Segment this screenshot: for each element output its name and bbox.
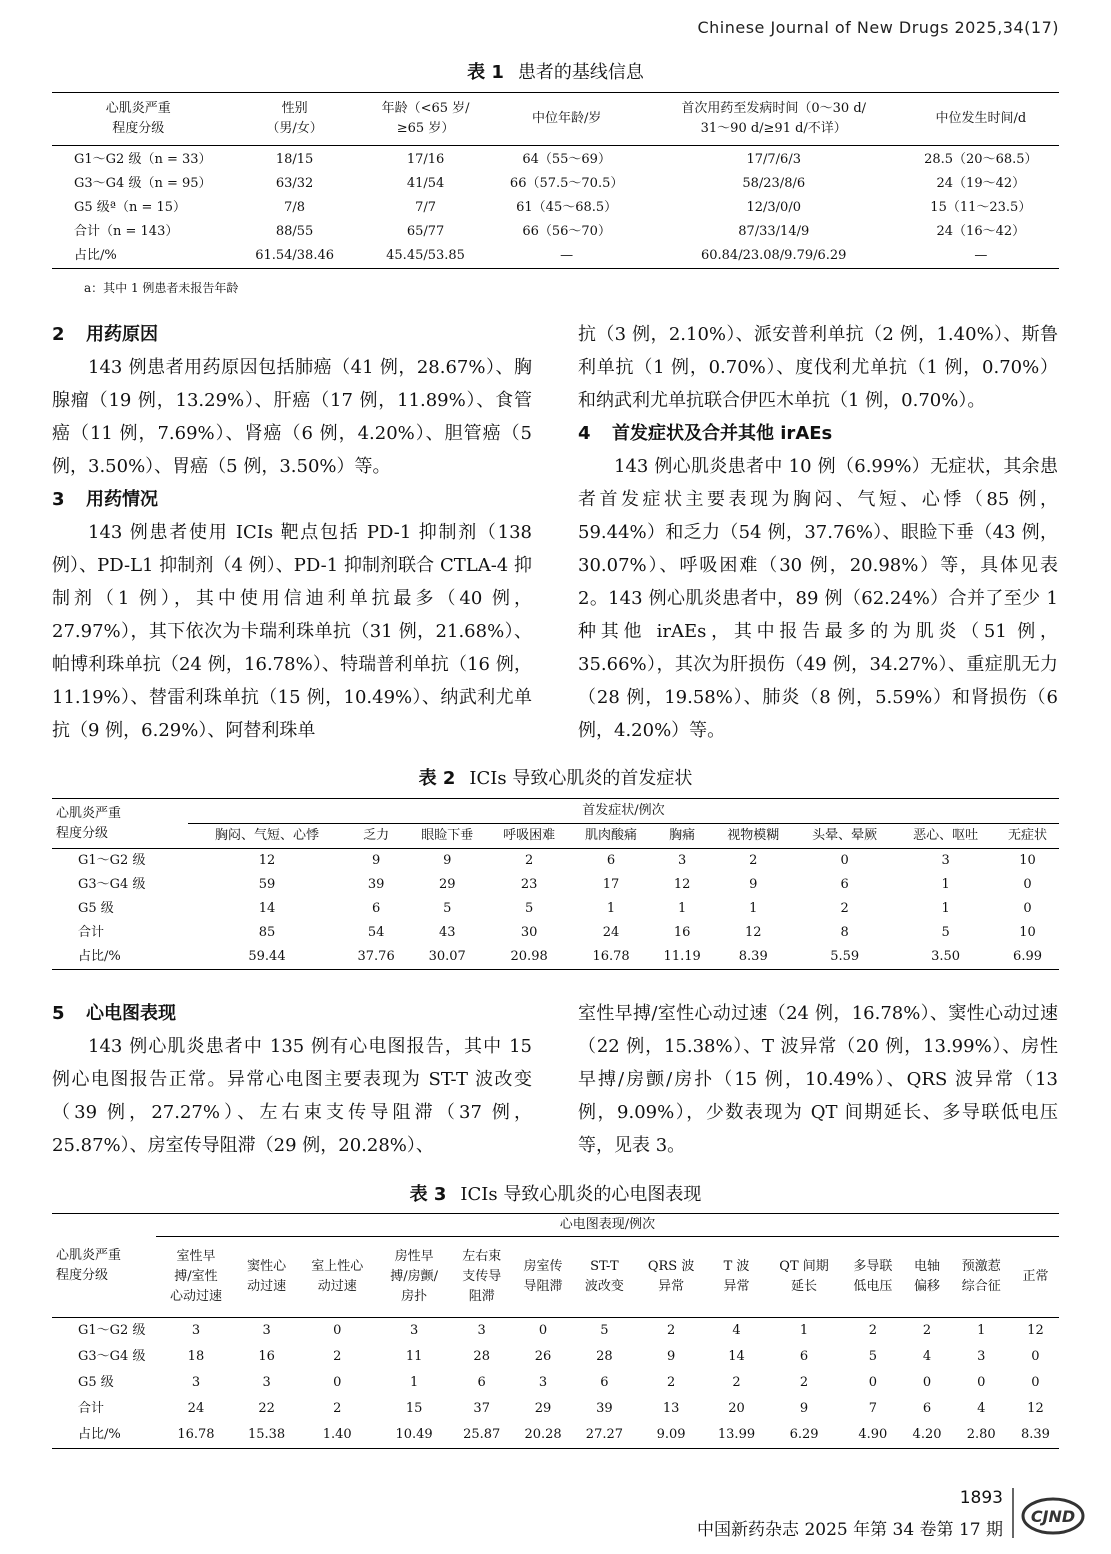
- table-cell: 12: [673, 877, 691, 892]
- table-cell: 6: [799, 1349, 809, 1364]
- row-label: 合计（n = 143）: [74, 224, 179, 239]
- table1: [52, 92, 1059, 269]
- table-cell: 3: [262, 1323, 271, 1338]
- table-cell: 5: [868, 1349, 877, 1364]
- section3-continuation: 抗（3 例，2.10%）、派安普利单抗（2 例，1.40%）、斯鲁利单抗（1 例，0.70%）、度伐利尤单抗（1 例，0.70%）和纳武利尤单抗联合伊匹木单抗（1 例，0.70%）。: [578, 324, 1058, 411]
- table1-footnote: a：其中 1 例患者未报告年龄: [84, 281, 239, 295]
- table-cell: 24（16～42）: [936, 224, 1026, 239]
- table1-header-median-age: 中位年龄/岁: [488, 93, 644, 146]
- journal-footer: 中国新药杂志 2025 年第 34 卷第 17 期: [697, 1520, 1003, 1540]
- table3-caption: [0, 1180, 1111, 1206]
- table-cell: 0: [333, 1375, 342, 1390]
- table2-column-header: 乏力: [346, 824, 406, 849]
- table-cell: 6: [840, 877, 849, 892]
- table2-label: 表 2: [418, 768, 456, 789]
- table-cell: 9: [371, 853, 381, 868]
- table-cell: 88/55: [275, 224, 314, 239]
- section5-heading: 5 心电图表现: [52, 1003, 176, 1024]
- table-cell: 2: [333, 1401, 342, 1416]
- table2-column-header: 视物模糊: [712, 824, 794, 849]
- table3-column-header: 预激惹 综合征: [951, 1237, 1012, 1318]
- table3-title: ICIs 导致心肌炎的心电图表现: [460, 1184, 702, 1205]
- table-row: [52, 1370, 1059, 1396]
- table-cell: 8: [840, 925, 849, 940]
- table-cell: 5: [941, 925, 950, 940]
- table-cell: 12: [1027, 1401, 1044, 1416]
- table-cell: 3: [409, 1323, 419, 1338]
- table-cell: 1: [941, 877, 950, 892]
- table3-column-header: 室性早 搏/室性 心动过速: [156, 1237, 236, 1318]
- table-cell: 66（57.5～70.5）: [509, 176, 624, 191]
- table2-column-header: 呼吸困难: [488, 824, 570, 849]
- table-cell: 2: [840, 901, 849, 916]
- table-cell: 1.40: [322, 1427, 352, 1442]
- table-cell: 24: [187, 1401, 205, 1416]
- table2-column-header: 恶心、呕吐: [895, 824, 996, 849]
- table-row: [52, 196, 1059, 220]
- table-cell: 87/33/14/9: [738, 224, 810, 239]
- table-cell: 30: [520, 925, 538, 940]
- table2-column-header: 胸痛: [652, 824, 712, 849]
- table2-column-header: 眼睑下垂: [406, 824, 488, 849]
- table3-column-header: 房室传 导阻滞: [512, 1237, 573, 1318]
- table-row: [52, 945, 1059, 970]
- table-cell: 2: [799, 1375, 809, 1390]
- section5-paragraph: 143 例心肌炎患者中 135 例有心电图报告，其中 15 例心电图报告正常。异常心电图主要表现为 ST-T 波改变（39 例，27.27%）、左右束支传导阻滞（37 例，25.87%）、房室传导阻滞（29 例，20.28%）、: [52, 1036, 532, 1156]
- table-cell: 12/3/0/0: [746, 200, 801, 215]
- journal-logo: [1011, 1488, 1089, 1538]
- journal-logo-text: CJND: [1030, 1507, 1076, 1526]
- table3-group-header: 心电图表现/例次: [156, 1214, 1059, 1237]
- table-cell: 8.39: [1020, 1427, 1050, 1442]
- table-cell: 0: [1023, 877, 1032, 892]
- table-row: [52, 849, 1059, 874]
- table-cell: 6.99: [1013, 949, 1042, 964]
- table-cell: 64（55～69）: [522, 152, 611, 167]
- table-cell: 59: [258, 877, 276, 892]
- table-cell: 43: [438, 925, 456, 940]
- row-label: G3～G4 级（n = 95）: [74, 176, 212, 191]
- table-cell: 1: [977, 1323, 986, 1338]
- section3-paragraph: 143 例患者使用 ICIs 靶点包括 PD-1 抑制剂（138 例）、PD-L1 抑制剂（4 例）、PD-1 抑制剂联合 CTLA-4 抑制剂（1 例），其中使用信迪利单抗最多（40 例，27.97%），其下依次为卡瑞利珠单抗（31 例，21.68%）、帕博利珠单抗（24 例，16.78%）、特瑞普利单抗（16 例，11.19%）、替雷利珠单抗（15 例，10.49%）、纳武利尤单抗（9 例，6.29%）、阿替利珠单: [52, 522, 532, 741]
- row-label: G5 级ª（n = 15）: [74, 200, 187, 215]
- table-cell: 2: [922, 1323, 932, 1338]
- table-cell: 16.78: [592, 949, 630, 964]
- table-cell: 29: [438, 877, 456, 892]
- row-label: 合计: [78, 925, 105, 940]
- table-cell: 39: [596, 1401, 613, 1416]
- table-row: [52, 921, 1059, 945]
- table-cell: 6: [477, 1375, 486, 1390]
- table-cell: 13.99: [717, 1427, 756, 1442]
- table1-header-row: [52, 93, 1059, 146]
- table-cell: 26: [534, 1349, 552, 1364]
- table-cell: 6: [922, 1401, 932, 1416]
- table1-header-grade: 心肌炎严重 程度分级: [52, 93, 227, 146]
- table-cell: 20.98: [510, 949, 548, 964]
- table1-header-age: 年龄（<65 岁/ ≥65 岁）: [363, 93, 489, 146]
- table-cell: 10.49: [395, 1427, 433, 1442]
- table-cell: 12: [744, 925, 762, 940]
- table-cell: 3: [941, 853, 950, 868]
- row-label: G3～G4 级: [78, 877, 146, 892]
- table-cell: 15.38: [247, 1427, 286, 1442]
- table-cell: 41/54: [406, 176, 445, 191]
- table-cell: 28: [596, 1349, 613, 1364]
- table-cell: 30.07: [428, 949, 466, 964]
- table-cell: 1: [941, 901, 950, 916]
- table-row: [52, 1318, 1059, 1345]
- left-column-lower: [52, 997, 532, 1162]
- table-cell: 29: [534, 1401, 552, 1416]
- table-cell: 54: [367, 925, 385, 940]
- table-cell: 5: [524, 901, 534, 916]
- section2-paragraph: 143 例患者用药原因包括肺癌（41 例，28.67%）、胸腺瘤（19 例，13.29%）、肝癌（17 例，11.89%）、食管癌（11 例，7.69%）、肾癌（6 例，4.20%）、胆管癌（5 例，3.50%）、胃癌（5 例，3.50%）等。: [52, 357, 532, 477]
- section2-heading: 2 用药原因: [52, 324, 158, 345]
- table-cell: 7: [868, 1401, 877, 1416]
- table-cell: 16: [673, 925, 691, 940]
- table-cell: 3: [678, 853, 687, 868]
- table-row: [52, 220, 1059, 244]
- table-cell: 0: [1031, 1349, 1040, 1364]
- table-cell: 4: [977, 1401, 986, 1416]
- table-cell: 0: [538, 1323, 548, 1338]
- table-cell: 8.39: [738, 949, 768, 964]
- table-cell: 3.50: [931, 949, 961, 964]
- page-number: 1893: [959, 1488, 1003, 1508]
- table-cell: 37: [473, 1401, 490, 1416]
- table-cell: 0: [1031, 1375, 1040, 1390]
- table1-title: 患者的基线信息: [517, 62, 644, 83]
- table-cell: 14: [258, 901, 276, 916]
- table-row: [52, 873, 1059, 897]
- table-cell: 6: [600, 1375, 609, 1390]
- table-cell: 4: [922, 1349, 932, 1364]
- table-cell: 12: [1027, 1323, 1044, 1338]
- table-cell: 28: [473, 1349, 490, 1364]
- row-label: 合计: [78, 1401, 105, 1416]
- table-cell: 61（45～68.5）: [516, 200, 618, 215]
- section5-continuation: 室性早搏/室性心动过速（24 例，16.78%）、窦性心动过速（22 例，15.38%）、T 波异常（20 例，13.99%）、房性早搏/房颤/房扑（15 例，10.49%）、QRS 波异常（13 例，9.09%），少数表现为 QT 间期延长、多导联低电压等，见表 3。: [578, 1003, 1058, 1156]
- row-label: G5 级: [78, 1375, 114, 1390]
- table-cell: 9: [799, 1401, 809, 1416]
- table2-column-header: 头晕、晕厥: [794, 824, 895, 849]
- table-cell: 24（19～42）: [936, 176, 1026, 191]
- table3-column-header: 房性早 搏/房颤/ 房扑: [377, 1237, 451, 1318]
- table-cell: 20.28: [524, 1427, 562, 1442]
- table-cell: 6.29: [789, 1427, 819, 1442]
- table3-label: 表 3: [409, 1184, 447, 1205]
- table2-column-header: 胸闷、气短、心悸: [188, 824, 346, 849]
- table-cell: 0: [1023, 901, 1032, 916]
- table-cell: 6: [371, 901, 381, 916]
- table-cell: 18: [187, 1349, 205, 1364]
- row-label: 占比/%: [74, 248, 117, 263]
- section4-heading: 4 首发症状及合并其他 irAEs: [578, 423, 833, 444]
- table-cell: 11.19: [663, 949, 701, 964]
- table-cell: 9: [749, 877, 758, 892]
- table-cell: 14: [728, 1349, 745, 1364]
- table1-caption: [0, 58, 1111, 84]
- table-cell: 3: [191, 1323, 201, 1338]
- table-cell: 2: [666, 1375, 676, 1390]
- table-cell: 17/16: [406, 152, 445, 167]
- table-cell: 2: [732, 1375, 741, 1390]
- row-label: G1～G2 级（n = 33）: [74, 152, 212, 167]
- table-cell: 58/23/8/6: [742, 176, 806, 191]
- table-cell: 7/8: [284, 200, 306, 215]
- table3-column-header: 多导联 低电压: [842, 1237, 903, 1318]
- table-cell: 18/15: [275, 152, 314, 167]
- table1-header-onset-time: 首次用药至发病时间（0～30 d/ 31～90 d/≥91 d/不详）: [645, 93, 903, 146]
- right-column-lower: [578, 997, 1058, 1162]
- table-cell: 9: [443, 853, 452, 868]
- table-cell: 1: [678, 901, 687, 916]
- table-cell: 9: [666, 1349, 676, 1364]
- table-cell: 3: [538, 1375, 548, 1390]
- section3-heading: 3 用药情况: [52, 489, 158, 510]
- table-cell: 0: [868, 1375, 877, 1390]
- row-label: 占比/%: [78, 949, 121, 964]
- table-row: [52, 146, 1059, 173]
- table-cell: 9.09: [656, 1427, 686, 1442]
- table3-column-header: ST-T 波改变: [574, 1237, 635, 1318]
- table-cell: 24: [602, 925, 620, 940]
- row-label: G1～G2 级: [78, 853, 146, 868]
- row-label: G1～G2 级: [78, 1323, 146, 1338]
- table-cell: 5: [443, 901, 452, 916]
- table-cell: 11: [405, 1349, 423, 1364]
- table-cell: 66（56～70）: [522, 224, 611, 239]
- table2-caption: [0, 764, 1111, 790]
- table-cell: 17/7/6/3: [746, 152, 801, 167]
- table2-column-header: 肌肉酸痛: [570, 824, 652, 849]
- table-cell: 3: [977, 1349, 986, 1364]
- table-cell: 28.5（20～68.5）: [924, 152, 1038, 167]
- table-cell: 65/77: [406, 224, 445, 239]
- table-cell: 16: [258, 1349, 275, 1364]
- table3-column-header: 电轴 偏移: [904, 1237, 951, 1318]
- table3-column-header: 正常: [1012, 1237, 1059, 1318]
- section4-paragraph: 143 例心肌炎患者中 10 例（6.99%）无症状，其余患者首发症状主要表现为胸闷、气短、心悸（85 例，59.44%）和乏力（54 例，37.76%）、眼睑下垂（43 例，30.07%）、呼吸困难（30 例，20.98%）等，具体见表 2。143 例心肌炎患者中，89 例（62.24%）合并了至少 1 种其他 irAEs，其中报告最多的为肌炎（51 例，35.66%），其次为肝损伤（49 例，34.27%）、重症肌无力（28 例，19.58%）、肺炎（8 例，5.59%）和肾损伤（6 例，4.20%）等。: [578, 456, 1058, 741]
- table-cell: 12: [258, 853, 276, 868]
- table-cell: 13: [662, 1401, 680, 1416]
- table-cell: 5: [600, 1323, 609, 1338]
- table3-stub-header: 心肌炎严重 程度分级: [52, 1214, 156, 1318]
- table-cell: 6: [606, 853, 616, 868]
- table-cell: 25.87: [463, 1427, 501, 1442]
- table-cell: 27.27: [585, 1427, 624, 1442]
- table1-header-sex: 性别 （男/女）: [227, 93, 363, 146]
- row-label: G3～G4 级: [78, 1349, 146, 1364]
- table2-stub-header: 心肌炎严重 程度分级: [52, 799, 188, 849]
- table-cell: 0: [333, 1323, 342, 1338]
- table-row: [52, 1396, 1059, 1422]
- table-cell: 0: [840, 853, 849, 868]
- table-cell: 0: [922, 1375, 932, 1390]
- running-head: Chinese Journal of New Drugs 2025,34(17): [697, 18, 1059, 37]
- table-cell: 4.20: [912, 1427, 942, 1442]
- table-cell: 0: [977, 1375, 986, 1390]
- table-cell: 85: [258, 925, 276, 940]
- table-cell: 61.54/38.46: [255, 248, 334, 263]
- table3: [52, 1213, 1059, 1449]
- table-cell: 1: [799, 1323, 809, 1338]
- table-cell: 5.59: [830, 949, 860, 964]
- table3-column-header: QRS 波 异常: [635, 1237, 707, 1318]
- table-cell: 15: [405, 1401, 423, 1416]
- table-cell: 39: [367, 877, 385, 892]
- table-cell: 3: [262, 1375, 271, 1390]
- table-cell: 4: [732, 1323, 741, 1338]
- table-row: [52, 1422, 1059, 1449]
- table2: [52, 798, 1059, 970]
- table-cell: 22: [258, 1401, 275, 1416]
- table-row: [52, 244, 1059, 269]
- table-cell: 60.84/23.08/9.79/6.29: [700, 248, 847, 263]
- table3-column-header: 室上性心 动过速: [297, 1237, 377, 1318]
- table-cell: 37.76: [357, 949, 395, 964]
- table3-column-header: 窦性心 动过速: [236, 1237, 297, 1318]
- table2-group-header: 首发症状/例次: [188, 799, 1059, 824]
- table-cell: 16.78: [177, 1427, 215, 1442]
- table-cell: 63/32: [275, 176, 314, 191]
- table-cell: 10: [1019, 853, 1036, 868]
- table2-title: ICIs 导致心肌炎的首发症状: [469, 768, 693, 789]
- table-cell: 3: [477, 1323, 486, 1338]
- left-column-upper: [52, 318, 532, 747]
- table-row: [52, 897, 1059, 921]
- table3-column-header: QT 间期 延长: [766, 1237, 842, 1318]
- table-cell: 2: [749, 853, 758, 868]
- table-cell: 2.80: [966, 1427, 996, 1442]
- table1-label: 表 1: [467, 62, 504, 83]
- table-cell: 1: [749, 901, 758, 916]
- table1-header-median-onset: 中位发生时间/d: [903, 93, 1059, 146]
- table-cell: 7/7: [415, 200, 436, 215]
- right-column-upper: [578, 318, 1058, 747]
- table2-column-header: 无症状: [996, 824, 1059, 849]
- table-cell: 59.44: [248, 949, 286, 964]
- table-cell: —: [560, 248, 574, 263]
- table-cell: 2: [524, 853, 534, 868]
- table-row: [52, 1344, 1059, 1370]
- table-cell: 4.90: [858, 1427, 888, 1442]
- table-cell: 2: [333, 1349, 342, 1364]
- table-cell: 1: [409, 1375, 419, 1390]
- table-cell: 20: [728, 1401, 745, 1416]
- row-label: 占比/%: [78, 1427, 121, 1442]
- table-cell: 1: [606, 901, 616, 916]
- table-cell: 3: [191, 1375, 201, 1390]
- row-label: G5 级: [78, 901, 114, 916]
- table-cell: 15（11～23.5）: [930, 200, 1032, 215]
- table-cell: —: [974, 248, 988, 263]
- table3-column-header: 左右束 支传导 阻滞: [451, 1237, 512, 1318]
- table-cell: 2: [868, 1323, 877, 1338]
- table3-column-header: T 波 异常: [707, 1237, 766, 1318]
- table-cell: 17: [602, 877, 620, 892]
- table-cell: 45.45/53.85: [386, 248, 465, 263]
- table-cell: 10: [1019, 925, 1036, 940]
- table-row: [52, 172, 1059, 196]
- table-cell: 2: [666, 1323, 676, 1338]
- table-cell: 23: [520, 877, 538, 892]
